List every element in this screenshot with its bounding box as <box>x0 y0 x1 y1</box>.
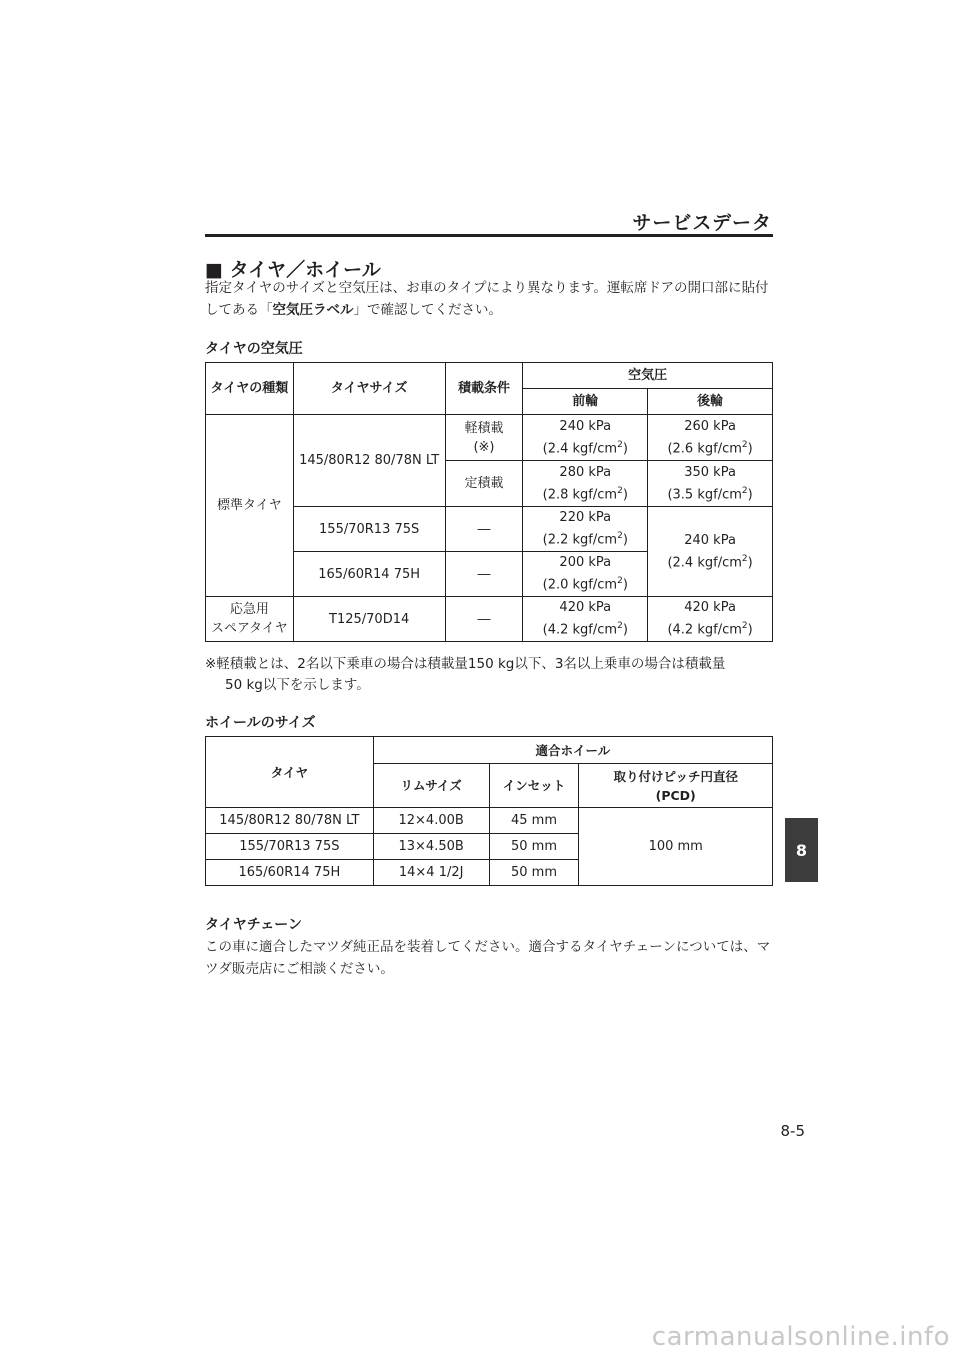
inset-cell: 45 mm <box>489 808 579 834</box>
size-cell: T125/70D14 <box>293 597 445 642</box>
rear-pressure-cell: 350 kPa (3.5 kgf/$cm^2$) <box>648 461 773 507</box>
page-number: 8-5 <box>780 1122 805 1140</box>
rear-pressure-cell: 240 kPa (2.4 kgf/$cm^2$) <box>648 507 773 597</box>
front-pressure-cell: 280 kPa (2.8 kgf/$cm^2$) <box>523 461 648 507</box>
th-rim: リムサイズ <box>373 764 489 808</box>
load-cell: ― <box>445 552 523 597</box>
footnote: ※軽積載とは、2名以下乗車の場合は積載量150 kg以下、3名以上乗車の場合は積載量 50 kg以下を示します。 <box>205 656 726 693</box>
rear-pressure-cell: 260 kPa (2.6 kgf/$cm^2$) <box>648 415 773 461</box>
section-title: ■ タイヤ／ホイール <box>205 259 381 281</box>
header-title: サービスデータ <box>632 212 772 234</box>
size-cell: 145/80R12 80/78N LT <box>293 415 445 507</box>
inset-cell: 50 mm <box>489 860 579 886</box>
spare-tire-label: 応急用 スペアタイヤ <box>206 597 294 642</box>
load-cell: 定積載 <box>445 461 523 507</box>
rim-cell: 12×4.00B <box>373 808 489 834</box>
wheel-title: ホイールのサイズ <box>205 715 316 731</box>
pressure-table <box>205 362 773 642</box>
th-inset: インセット <box>489 764 579 808</box>
pcd-cell: 100 mm <box>579 808 773 886</box>
wheel-tire-cell: 165/60R14 75H <box>206 860 374 886</box>
th-pcd: 取り付けピッチ円直径 (PCD) <box>579 764 773 808</box>
pressure-title: タイヤの空気圧 <box>205 341 303 357</box>
load-cell: ― <box>445 597 523 642</box>
front-pressure-cell: 420 kPa (4.2 kgf/$cm^2$) <box>523 597 648 642</box>
wheel-tire-cell: 145/80R12 80/78N LT <box>206 808 374 834</box>
front-pressure-cell: 200 kPa (2.0 kgf/$cm^2$) <box>523 552 648 597</box>
th-front: 前輪 <box>523 389 648 415</box>
wheel-table <box>205 736 773 886</box>
th-tire: タイヤ <box>206 737 374 808</box>
rear-pressure-cell: 420 kPa (4.2 kgf/$cm^2$) <box>648 597 773 642</box>
th-tire-size: タイヤサイズ <box>293 363 445 415</box>
load-cell: 軽積載 (※) <box>445 415 523 461</box>
load-cell: ― <box>445 507 523 552</box>
front-pressure-cell: 240 kPa (2.4 kgf/$cm^2$) <box>523 415 648 461</box>
intro-paragraph: 指定タイヤのサイズと空気圧は、お車のタイプにより異なります。運転席ドアの開口部に貼付してある「空気圧ラベル」で確認してください。 <box>205 280 769 318</box>
th-pressure: 空気圧 <box>523 363 773 389</box>
wheel-tire-cell: 155/70R13 75S <box>206 834 374 860</box>
header-rule <box>205 234 773 237</box>
size-cell: 155/70R13 75S <box>293 507 445 552</box>
rim-cell: 14×4 1/2J <box>373 860 489 886</box>
rim-cell: 13×4.50B <box>373 834 489 860</box>
chain-text: この車に適合したマツダ純正品を装着してください。適合するタイヤチェーンについては、マツダ販売店にご相談ください。 <box>205 939 771 977</box>
chain-title: タイヤチェーン <box>205 917 303 933</box>
th-load: 積載条件 <box>445 363 523 415</box>
inset-cell: 50 mm <box>489 834 579 860</box>
size-cell: 165/60R14 75H <box>293 552 445 597</box>
chapter-tab: 8 <box>785 818 818 882</box>
th-wheel: 適合ホイール <box>373 737 772 764</box>
front-pressure-cell: 220 kPa (2.2 kgf/$cm^2$) <box>523 507 648 552</box>
standard-tire-label: 標準タイヤ <box>206 415 294 597</box>
th-tire-type: タイヤの種類 <box>206 363 294 415</box>
th-rear: 後輪 <box>648 389 773 415</box>
pressure-label-text: 空気圧ラベル <box>272 302 354 318</box>
footer-watermark: carmanualsonline.info <box>651 1322 950 1352</box>
